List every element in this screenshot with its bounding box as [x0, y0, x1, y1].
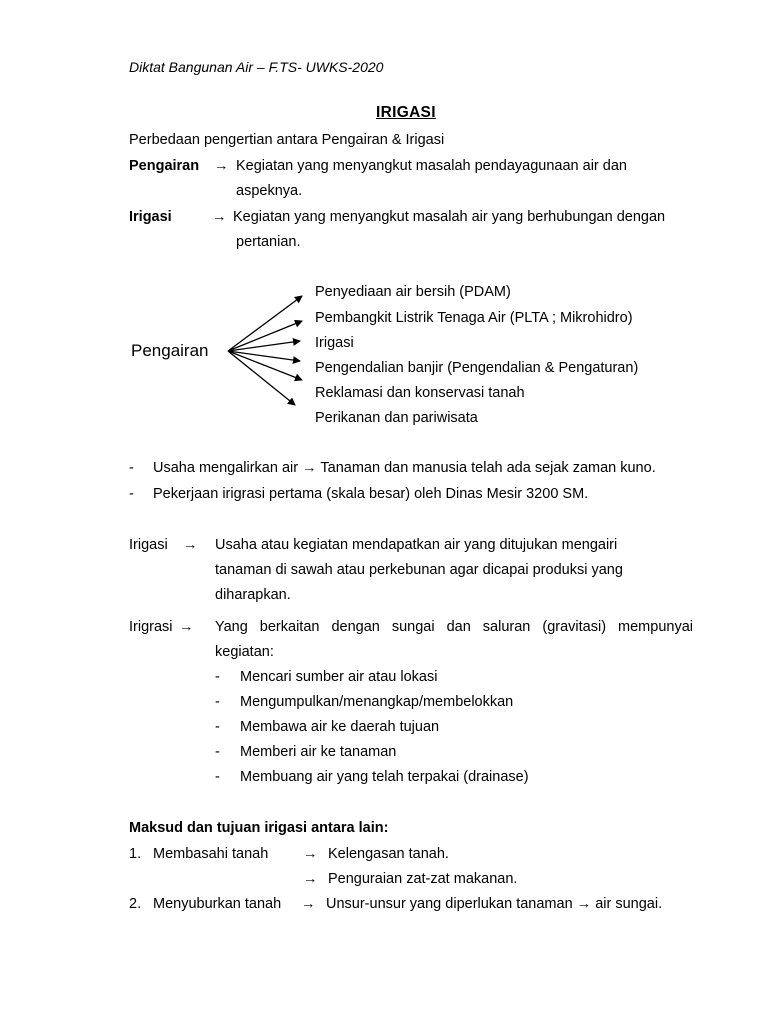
tujuan-1-a: Kelengasan tanah. [328, 846, 449, 862]
irigasi-term: Irigasi [129, 209, 172, 225]
irigrasi-def-term: Irigrasi [129, 619, 173, 635]
diagram-item: Irigasi [315, 335, 354, 351]
list-dash: - [215, 769, 220, 785]
list-dash: - [215, 669, 220, 685]
arrow-icon: → [301, 896, 316, 912]
tujuan-1-b: Penguraian zat-zat makanan. [328, 871, 518, 887]
intro-text: Perbedaan pengertian antara Pengairan & Irigasi [129, 132, 445, 148]
diagram-item: Penyediaan air bersih (PDAM) [315, 284, 511, 300]
tujuan-heading: Maksud dan tujuan irigasi antara lain: [129, 820, 389, 836]
tujuan-number: 2. [129, 896, 142, 912]
arrow-icon: → [576, 896, 592, 912]
arrow-icon: → [303, 846, 318, 862]
tujuan-2-a: Unsur-unsur yang diperlukan tanaman [326, 896, 573, 912]
arrow-icon: → [212, 209, 227, 225]
tujuan-1-label: Membasahi tanah [153, 846, 269, 862]
irigasi-def-text-2: tanaman di sawah atau perkebunan agar dicapai produksi yang [215, 562, 623, 578]
irigrasi-def-text-2: kegiatan: [215, 644, 274, 660]
running-header: Diktat Bangunan Air – F.TS- UWKS-2020 [129, 59, 384, 75]
arrow-icon: → [214, 158, 229, 174]
pengairan-def-line2: aspeknya. [236, 183, 303, 199]
arrow-icon: → [302, 460, 317, 476]
irigasi-def-line1: Kegiatan yang menyangkut masalah air yang berhubungan dengan [233, 209, 666, 225]
bullet-dash: - [129, 486, 134, 502]
irigasi-def-text-3: diharapkan. [215, 587, 291, 603]
diagram-item: Perikanan dan pariwisata [315, 410, 478, 426]
pengairan-def-line1: Kegiatan yang menyangkut masalah pendayagunaan air dan [236, 158, 627, 174]
diagram-item: Pengendalian banjir (Pengendalian & Pengaturan) [315, 360, 639, 376]
diagram-item: Pembangkit Listrik Tenaga Air (PLTA ; Mikrohidro) [315, 310, 633, 326]
irigasi-def-line2: pertanian. [236, 234, 301, 250]
irigrasi-def-text-1: Yang berkaitan dengan sungai dan saluran (gravitasi) mempunyai [215, 619, 693, 635]
pengairan-term: Pengairan [129, 158, 200, 174]
arrow-icon: → [179, 619, 194, 635]
bullet-1-part-a: Usaha mengalirkan air [153, 460, 299, 476]
list-dash: - [215, 719, 220, 735]
irigasi-def-term: Irigasi [129, 537, 168, 553]
tujuan-2-label: Menyuburkan tanah [153, 896, 282, 912]
diagram-item: Reklamasi dan konservasi tanah [315, 385, 525, 401]
tujuan-2-b: air sungai. [595, 896, 663, 912]
page-title: IRIGASI [376, 104, 436, 121]
bullet-dash: - [129, 460, 134, 476]
tujuan-2-line [326, 895, 662, 913]
list-item: Mengumpulkan/menangkap/membelokkan [240, 694, 514, 710]
list-item: Membawa air ke daerah tujuan [240, 719, 440, 735]
arrow-icon: → [183, 537, 198, 553]
bullet-1-part-b: Tanaman dan manusia telah ada sejak zaman kuno. [320, 460, 656, 476]
list-item: Mencari sumber air atau lokasi [240, 669, 438, 685]
diagram-center-label: Pengairan [131, 341, 209, 360]
arrow-icon: → [303, 871, 318, 887]
list-item: Memberi air ke tanaman [240, 744, 397, 760]
list-dash: - [215, 744, 220, 760]
list-dash: - [215, 694, 220, 710]
bullet-1 [153, 459, 656, 477]
diagram-arrow [228, 351, 302, 380]
irigasi-def-text-1: Usaha atau kegiatan mendapatkan air yang ditujukan mengairi [215, 537, 618, 553]
list-item: Membuang air yang telah terpakai (drainase) [240, 769, 529, 785]
bullet-2: Pekerjaan irigrasi pertama (skala besar) oleh Dinas Mesir 3200 SM. [153, 486, 589, 502]
tujuan-number: 1. [129, 846, 142, 862]
